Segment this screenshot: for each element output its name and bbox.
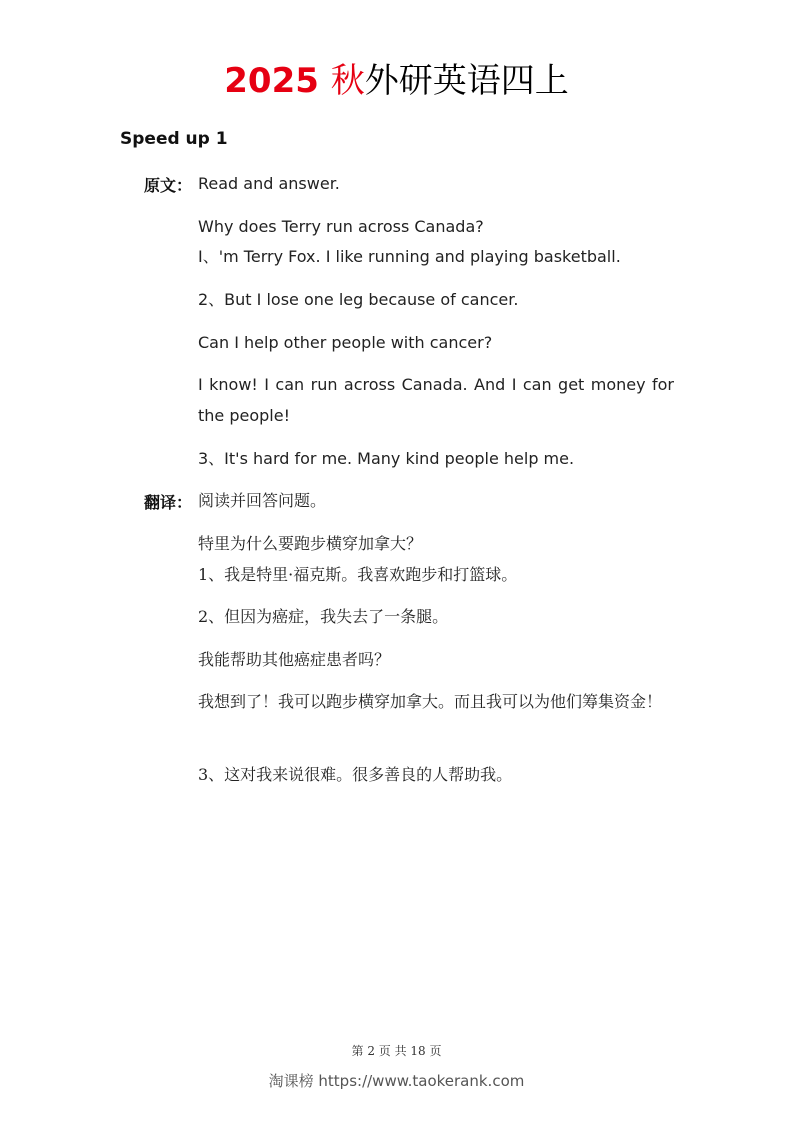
original-label: 原文： xyxy=(144,176,193,195)
original-line: 3、It's hard for me. Many kind people help me. xyxy=(198,449,575,468)
translation-line: 阅读并回答问题。 xyxy=(198,491,327,510)
site-watermark: 淘课榜 https://www.taokerank.com xyxy=(268,1072,525,1090)
original-line: I、'm Terry Fox. I like running and playing basketball. xyxy=(198,247,621,266)
translation-line: 1、我是特里·福克斯。我喜欢跑步和打篮球。 xyxy=(198,565,518,584)
original-line: I know! I can run across Canada. And I can get money for the people! xyxy=(198,375,674,425)
translation-label: 翻译： xyxy=(144,493,193,512)
title-season: 秋 xyxy=(330,61,365,101)
title-rest: 外研英语四上 xyxy=(364,61,569,101)
translation-line: 3、这对我来说很难。很多善良的人帮助我。 xyxy=(198,765,513,784)
original-line: Can I help other people with cancer? xyxy=(198,333,493,352)
page-title xyxy=(0,58,793,104)
translation-line: 我想到了！我可以跑步横穿加拿大。而且我可以为他们筹集资金！ xyxy=(198,692,663,711)
page-number: 第 2 页 共 18 页 xyxy=(351,1044,442,1058)
original-line: Why does Terry run across Canada? xyxy=(198,217,484,236)
title-year: 2025 xyxy=(224,61,319,101)
original-line: Read and answer. xyxy=(198,174,340,193)
translation-line: 特里为什么要跑步横穿加拿大？ xyxy=(198,534,423,553)
section-heading: Speed up 1 xyxy=(120,129,228,149)
translation-line: 2、但因为癌症，我失去了一条腿。 xyxy=(198,607,449,626)
translation-line: 我能帮助其他癌症患者吗？ xyxy=(198,650,391,669)
original-line: 2、But I lose one leg because of cancer. xyxy=(198,290,519,309)
